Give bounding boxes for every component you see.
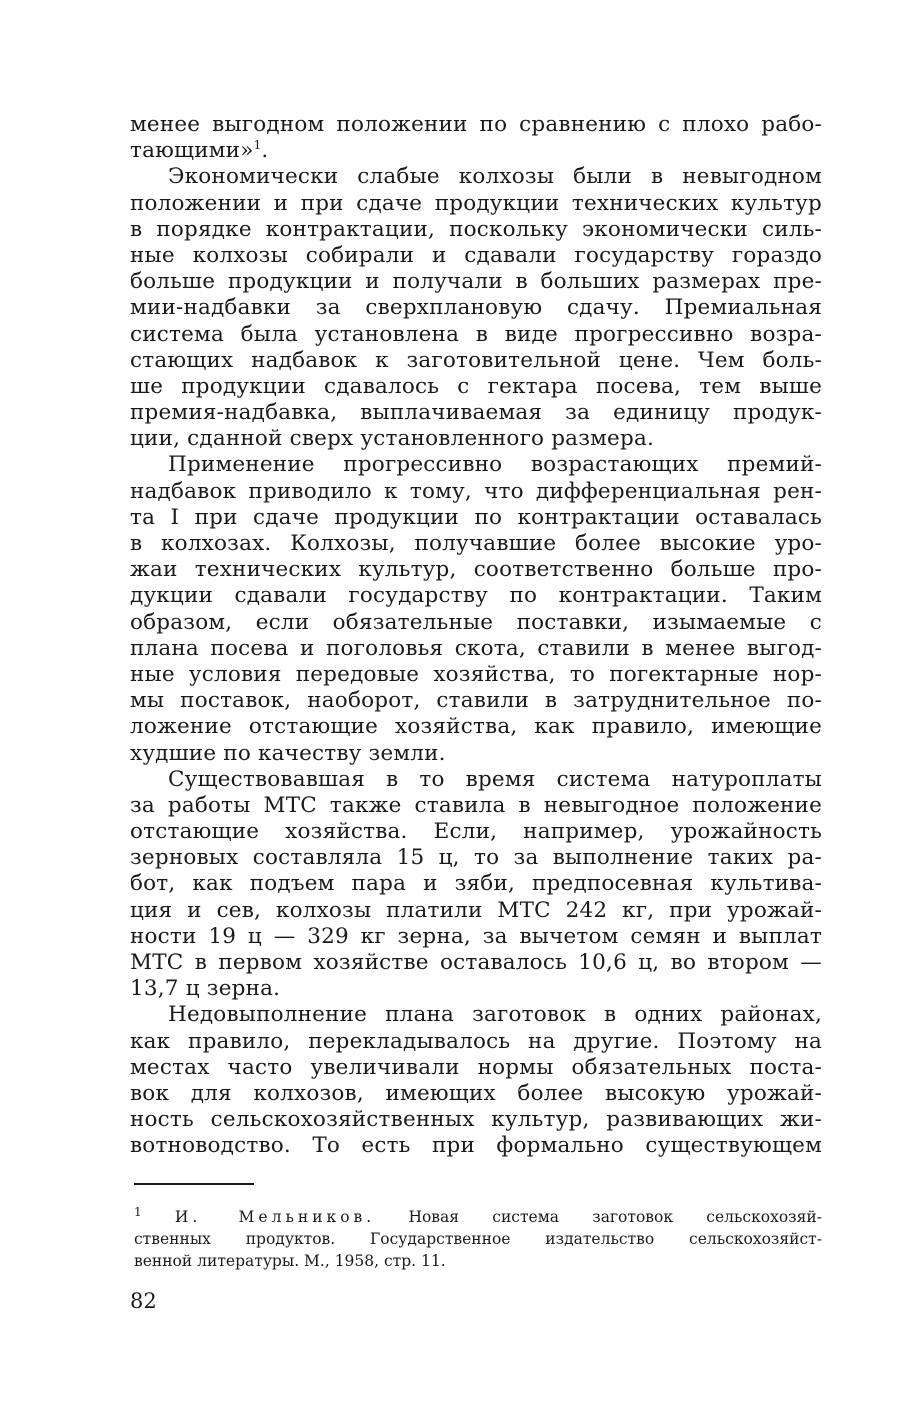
text-line [130,976,822,1002]
footnote [134,1206,822,1272]
text-line-content: ные колхозы собирали и сдавали государству гораздо [130,242,822,268]
text-line-suffix: . [261,138,269,164]
text-line-content: премия-надбавка, выплачиваемая за единицу продук- [130,400,822,426]
text-line-content: зерновых составляла 15 ц, то за выполнение таких ра- [130,845,822,871]
text-line-content: Существовавшая в то время система натуроплаты [168,766,822,792]
text-line [130,164,822,190]
text-line-content: ности 19 ц — 329 кг зерна, за вычетом семян и выплат [130,923,822,949]
text-line [130,426,822,452]
text-line-content: ность сельскохозяйственных культур, развивающих жи- [130,1107,822,1133]
text-line-content: как правило, перекладывалось на другие. Поэтому на [130,1028,822,1054]
text-line-content: мы поставок, наоборот, ставили в затруднительное по- [130,688,822,714]
text-line-content: дукции сдавали государству по контрактации. Таким [130,583,822,609]
text-line [130,191,822,217]
footnote-text: Новая система заготовок сельскохозяй- [375,1208,822,1226]
text-line [130,217,822,243]
text-line [130,348,822,374]
footnote-line [134,1206,822,1228]
text-line-content: в порядке контрактации, поскольку экономически силь- [130,216,822,242]
text-line [130,714,822,740]
text-line [130,610,822,636]
text-line-content: местах часто увеличивали нормы обязательных поста- [130,1054,822,1080]
text-line [130,295,822,321]
text-line-content: образом, если обязательные поставки, изымаемые с [130,609,822,635]
text-line-content: худшие по качеству земли. [130,740,446,766]
footnote-marker: 1 [134,1204,142,1219]
text-line [130,322,822,348]
text-line [130,243,822,269]
text-line [130,269,822,295]
text-line [130,112,822,138]
text-line [130,583,822,609]
text-line-content: МТС в первом хозяйстве оставалось 10,6 ц, во втором — [130,950,822,975]
footnote-line: венной литературы. М., 1958, стр. 11. [134,1252,446,1270]
text-line-content: ция и сев, колхозы платили МТС 242 кг, при урожай- [130,897,822,923]
text-line [130,898,822,924]
text-line [130,1055,822,1081]
text-line-content: больше продукции и получали в больших размерах пре- [130,269,822,295]
text-line [130,1133,822,1159]
text-line [130,1002,822,1028]
text-line-content: ции, сданной сверх установленного размера. [130,426,654,452]
text-line-content: за работы МТС также ставила в невыгодное положение [130,792,822,818]
text-line [130,531,822,557]
text-line-content: Применение прогрессивно возрастающих премий- [168,452,822,478]
text-line [130,1029,822,1055]
text-line-content: надбавок приводило к тому, что дифференциальная рен- [130,478,822,504]
text-line-content: вок для колхозов, имеющих более высокую урожай- [130,1080,822,1106]
text-line [130,662,822,688]
text-line-content: плана посева и поголовья скота, ставили в менее выгод- [130,635,822,661]
text-line-content: бот, как подъем пара и зяби, предпосевная культива- [130,871,822,897]
text-line-content: Экономически слабые колхозы были в невыгодном [168,164,822,190]
text-line [130,924,822,950]
text-line [130,452,822,478]
text-line [130,845,822,871]
text-line [130,871,822,897]
text-line-content: жаи технических культур, соответственно больше про- [130,557,822,583]
footnote-reference: 1 [253,138,262,153]
text-line [130,793,822,819]
text-line [130,505,822,531]
text-line [130,636,822,662]
page-number: 82 [130,1289,157,1313]
text-line-content: ные условия передовые хозяйства, то погектарные нор- [130,661,822,687]
text-line-content: положении и при сдаче продукции технических культур [130,190,822,216]
text-line [130,557,822,583]
text-line [130,950,822,976]
main-text [130,112,822,1160]
text-line [130,741,822,767]
text-line [130,1081,822,1107]
text-line-content: отстающие хозяйства. Если, например, урожайность [130,819,822,845]
footnote-author: И. Мельников. [174,1208,376,1226]
text-line-content: менее выгодном положении по сравнению с плохо рабо- [130,112,822,137]
text-line-content: стающих надбавок к заготовительной цене. Чем боль- [130,347,822,373]
text-line [130,400,822,426]
text-line [130,138,822,164]
text-line [130,479,822,505]
text-line-content: в колхозах. Колхозы, получавшие более высокие уро- [130,531,822,556]
text-line-content: 13,7 ц зерна. [130,976,281,1002]
text-line-content: вотноводство. То есть при формально существующем [130,1133,822,1159]
text-line [130,767,822,793]
text-line-content: Недовыполнение плана заготовок в одних районах, [168,1002,822,1028]
text-line-content: та I при сдаче продукции по контрактации оставалась [130,504,822,530]
text-line-content: тающими» [130,138,254,164]
text-line-content: ше продукции сдавалось с гектара посева, тем выше [130,373,822,399]
footnote-line: ственных продуктов. Государственное издательство сельскохозяйст- [134,1230,822,1248]
text-line [130,819,822,845]
text-line [130,374,822,400]
text-line-content: ложение отстающие хозяйства, как правило, имеющие [130,714,822,740]
text-line [130,1107,822,1133]
text-line-content: мии-надбавки за сверхплановую сдачу. Премиальная [130,295,822,321]
text-line-content: система была установлена в виде прогрессивно возра- [130,321,822,347]
footnote-divider [134,1183,254,1185]
text-line [130,688,822,714]
